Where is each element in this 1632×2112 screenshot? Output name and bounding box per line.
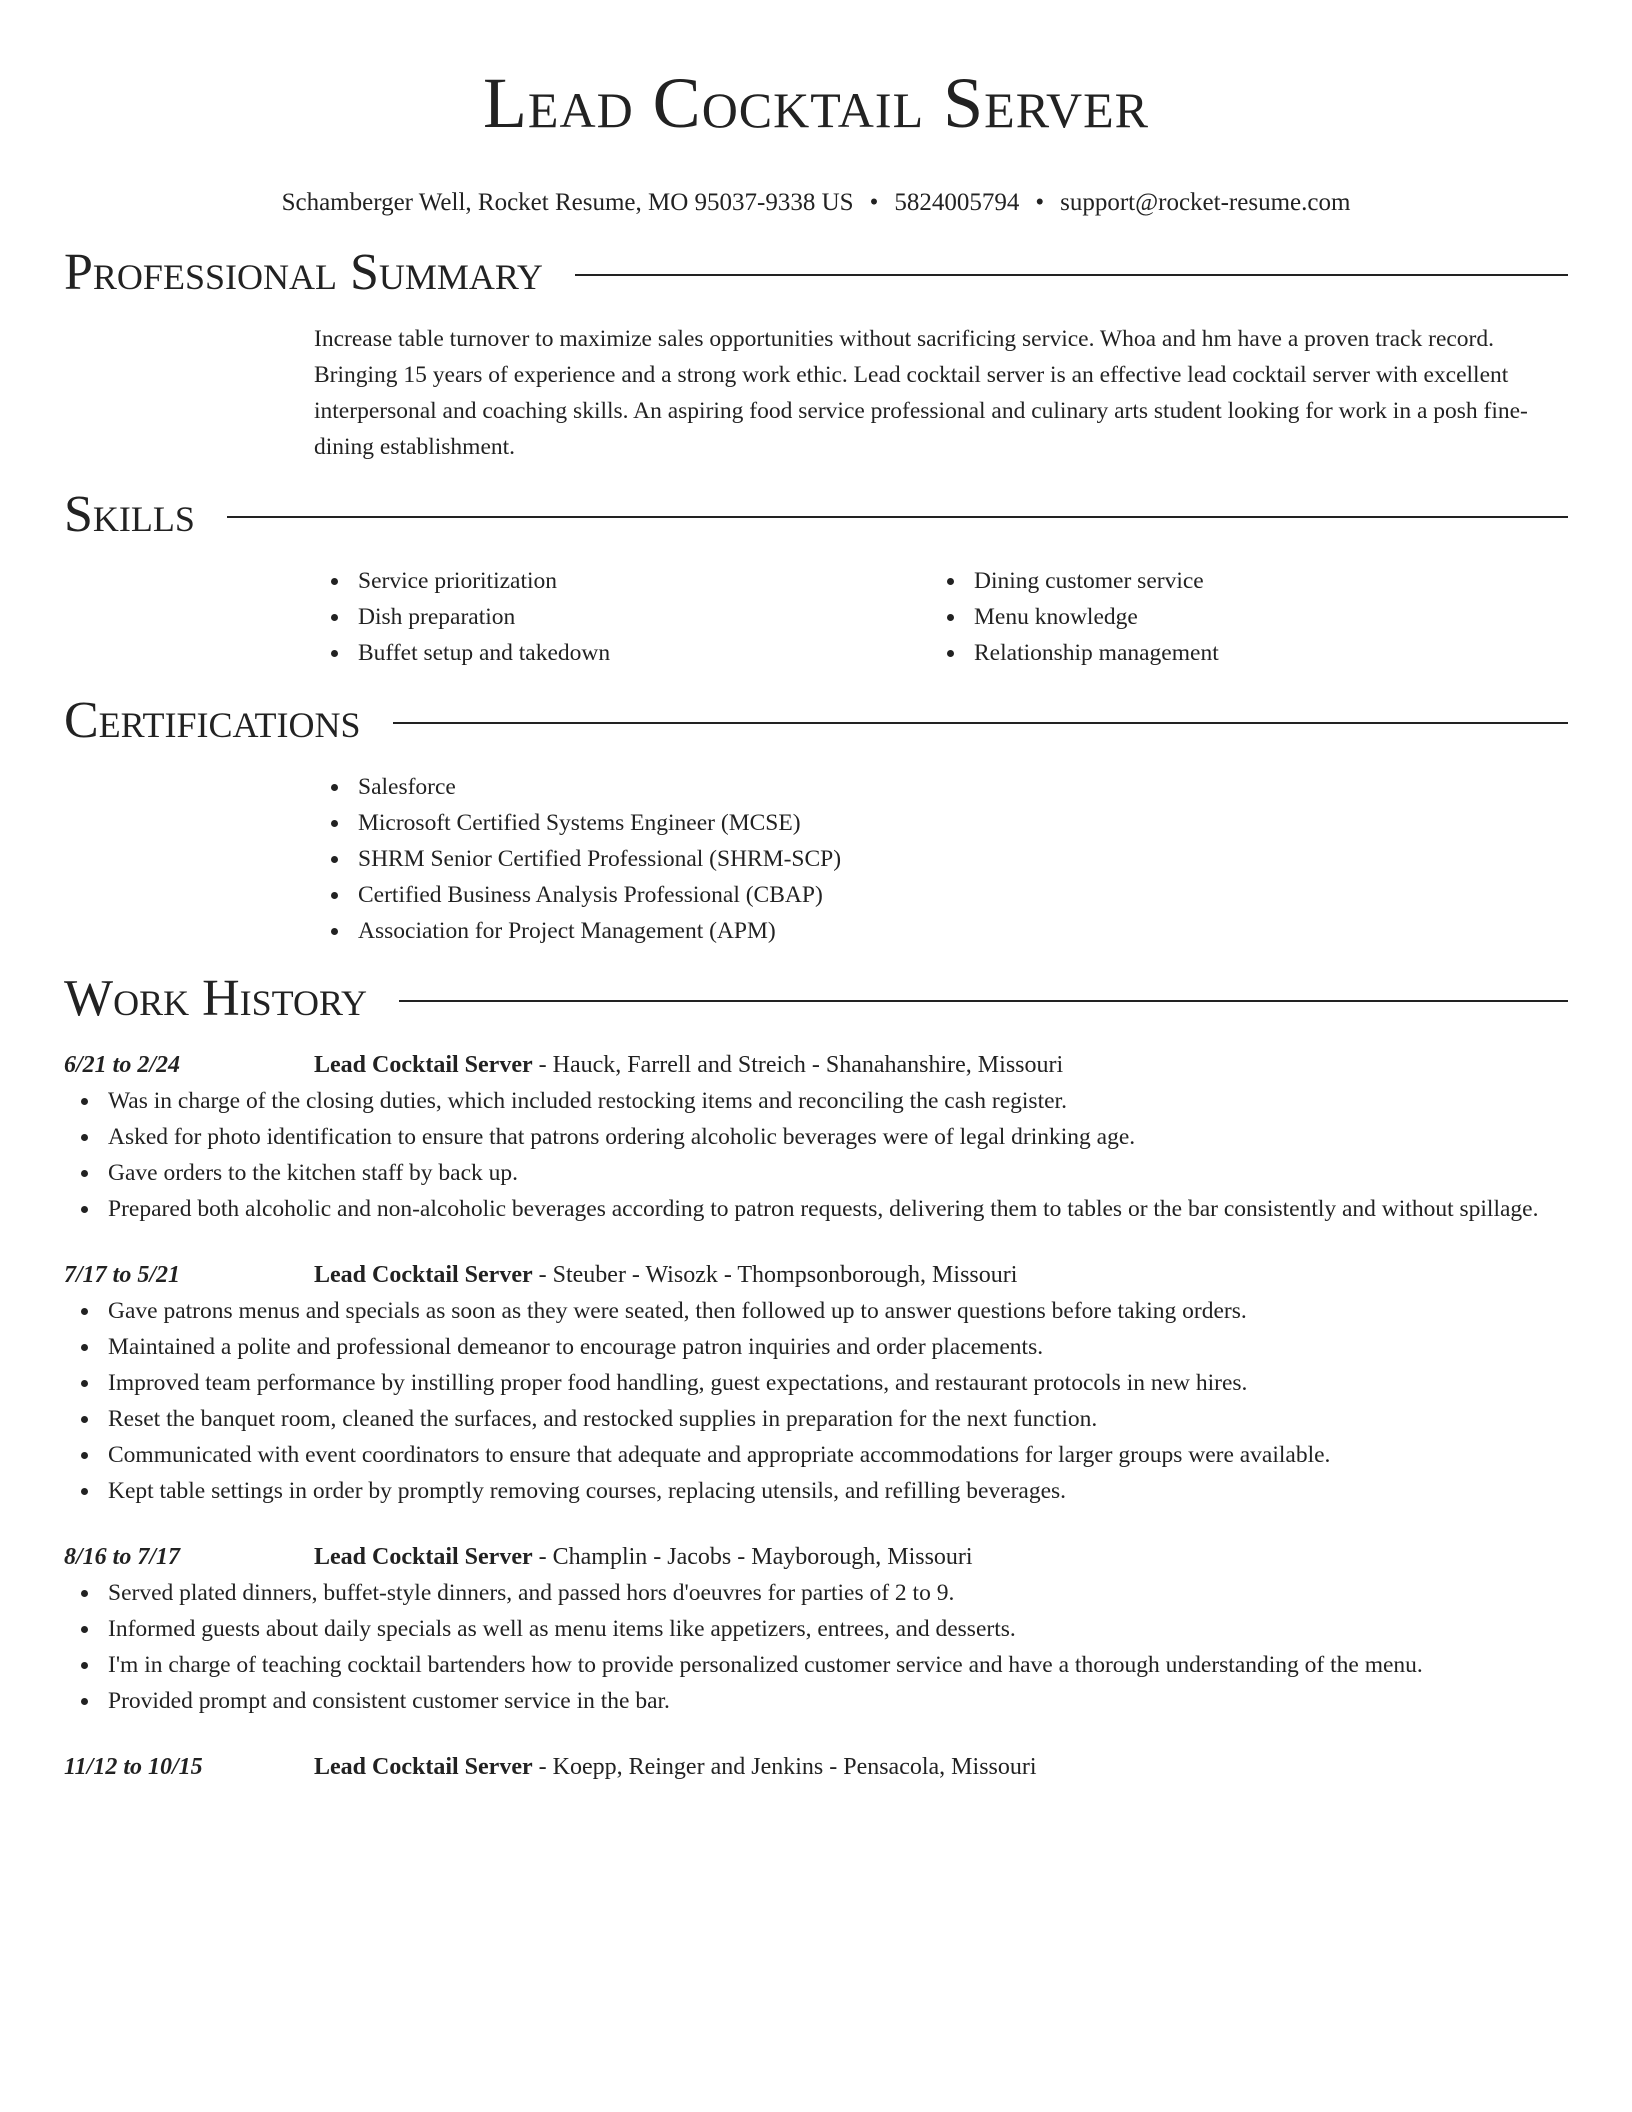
section-title-certifications: Certifications	[64, 692, 361, 749]
section-divider	[227, 516, 1568, 518]
resume-page	[64, 0, 1568, 1785]
job-heading	[314, 1749, 1037, 1785]
contact-separator: •	[869, 189, 879, 216]
section-title-work-history: Work History	[64, 970, 368, 1027]
section-heading	[64, 241, 1568, 305]
skill-item: Menu knowledge	[930, 599, 1546, 635]
job-bullet: Gave patrons menus and specials as soon as they were seated, then followed up to answer questions before taking orders.	[64, 1293, 1568, 1329]
job-entry	[64, 1749, 1568, 1785]
job-dates: 6/21 to 2/24	[64, 1052, 181, 1078]
job-dates: 8/16 to 7/17	[64, 1544, 181, 1570]
job-bullets	[64, 1293, 1568, 1509]
skill-item: Relationship management	[930, 635, 1546, 671]
job-dates: 11/12 to 10/15	[64, 1754, 203, 1780]
job-heading	[314, 1539, 973, 1575]
job-bullet: Provided prompt and consistent customer service in the bar.	[64, 1683, 1568, 1719]
job-entry	[64, 1047, 1568, 1227]
job-title: Lead Cocktail Server	[314, 1754, 533, 1780]
job-entry	[64, 1257, 1568, 1509]
contact-separator: •	[1035, 189, 1045, 216]
contact-phone: 5824005794	[894, 189, 1020, 216]
contact-email: support@rocket-resume.com	[1060, 189, 1351, 216]
job-title: Lead Cocktail Server	[314, 1262, 533, 1288]
certification-item: Microsoft Certified Systems Engineer (MCSE)	[314, 805, 1568, 841]
job-bullets	[64, 1575, 1568, 1719]
work-history-section	[64, 967, 1568, 1785]
section-heading	[64, 689, 1568, 753]
skills-list-right	[930, 563, 1546, 671]
contact-address: Schamberger Well, Rocket Resume, MO 95037-9338 US	[281, 189, 854, 216]
skills-column-left	[314, 563, 930, 671]
job-employer: - Koepp, Reinger and Jenkins - Pensacola, Missouri	[532, 1754, 1037, 1780]
section-divider	[393, 722, 1568, 724]
job-heading	[314, 1257, 1017, 1293]
job-bullet: Prepared both alcoholic and non-alcoholic beverages according to patron requests, delivering them to tables or the bar consistently and without spillage.	[64, 1191, 1568, 1227]
job-bullet: Gave orders to the kitchen staff by back up.	[64, 1155, 1568, 1191]
summary-body	[314, 321, 1568, 465]
skill-item: Dish preparation	[314, 599, 930, 635]
job-title: Lead Cocktail Server	[314, 1544, 533, 1570]
job-header	[64, 1047, 1568, 1083]
job-heading	[314, 1047, 1063, 1083]
summary-section	[64, 241, 1568, 465]
skills-section	[64, 483, 1568, 671]
certifications-list	[314, 769, 1568, 949]
job-employer: - Champlin - Jacobs - Mayborough, Missouri	[532, 1544, 973, 1570]
job-entry	[64, 1539, 1568, 1719]
job-header	[64, 1539, 1568, 1575]
certifications-section	[64, 689, 1568, 949]
section-divider	[399, 1000, 1568, 1002]
job-bullet: Asked for photo identification to ensure that patrons ordering alcoholic beverages were of legal drinking age.	[64, 1119, 1568, 1155]
section-divider	[575, 274, 1568, 276]
skill-item: Buffet setup and takedown	[314, 635, 930, 671]
certification-item: Salesforce	[314, 769, 1568, 805]
contact-line	[64, 188, 1568, 218]
job-dates: 7/17 to 5/21	[64, 1262, 181, 1288]
skills-column-right	[930, 563, 1546, 671]
certification-item: SHRM Senior Certified Professional (SHRM-SCP)	[314, 841, 1568, 877]
job-employer: - Steuber - Wisozk - Thompsonborough, Missouri	[532, 1262, 1018, 1288]
job-bullet: Kept table settings in order by promptly removing courses, replacing utensils, and refilling beverages.	[64, 1473, 1568, 1509]
section-title-skills: Skills	[64, 486, 195, 543]
certifications-body	[314, 769, 1568, 949]
job-title: Lead Cocktail Server	[314, 1052, 533, 1078]
job-header	[64, 1257, 1568, 1293]
summary-text: Increase table turnover to maximize sales opportunities without sacrificing service. Whoa and hm have a proven track record. Bringing 15 years of experience and a strong work ethic. Lead cocktail server is an effective lead cocktail server with excellent interpersonal and coaching skills. An aspiring food service professional and culinary arts student looking for work in a posh fine-dining establishment.	[314, 326, 1528, 460]
certification-item: Certified Business Analysis Professional (CBAP)	[314, 877, 1568, 913]
resume-name: Lead Cocktail Server	[482, 63, 1150, 143]
job-bullet: Informed guests about daily specials as well as menu items like appetizers, entrees, and desserts.	[64, 1611, 1568, 1647]
job-employer: - Hauck, Farrell and Streich - Shanahanshire, Missouri	[532, 1052, 1064, 1078]
job-list	[64, 1047, 1568, 1785]
job-bullet: I'm in charge of teaching cocktail bartenders how to provide personalized customer service and have a thorough understanding of the menu.	[64, 1647, 1568, 1683]
resume-header	[64, 0, 1568, 218]
job-bullets	[64, 1083, 1568, 1227]
job-bullet: Improved team performance by instilling proper food handling, guest expectations, and restaurant protocols in new hires.	[64, 1365, 1568, 1401]
section-heading	[64, 967, 1568, 1031]
skill-item: Dining customer service	[930, 563, 1546, 599]
job-bullet: Reset the banquet room, cleaned the surfaces, and restocked supplies in preparation for the next function.	[64, 1401, 1568, 1437]
skill-item: Service prioritization	[314, 563, 930, 599]
certification-item: Association for Project Management (APM)	[314, 913, 1568, 949]
job-bullet: Communicated with event coordinators to ensure that adequate and appropriate accommodations for larger groups were available.	[64, 1437, 1568, 1473]
job-header	[64, 1749, 1568, 1785]
job-bullet: Was in charge of the closing duties, which included restocking items and reconciling the cash register.	[64, 1083, 1568, 1119]
job-bullet: Served plated dinners, buffet-style dinners, and passed hors d'oeuvres for parties of 2 to 9.	[64, 1575, 1568, 1611]
skills-body	[314, 563, 1568, 671]
section-heading	[64, 483, 1568, 547]
job-bullet: Maintained a polite and professional demeanor to encourage patron inquiries and order placements.	[64, 1329, 1568, 1365]
skills-list-left	[314, 563, 930, 671]
section-title-summary: Professional Summary	[64, 244, 543, 301]
